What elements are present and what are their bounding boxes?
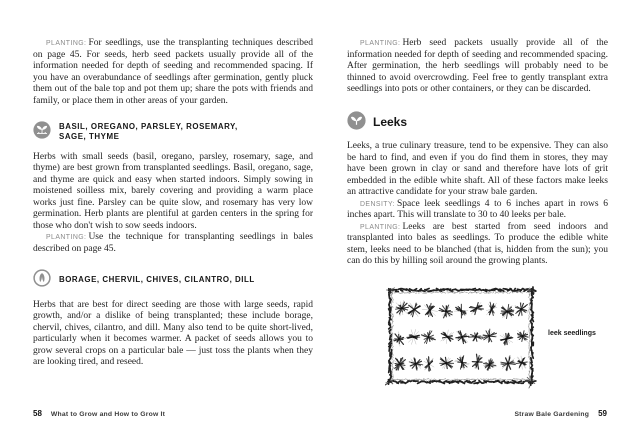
- leeks-section-heading: [347, 111, 608, 135]
- running-head: What to Grow and How to Grow It: [50, 411, 166, 418]
- footer-right: [514, 409, 607, 418]
- footer-left: [33, 409, 165, 418]
- section-small-seed-herbs-heading: [33, 121, 313, 144]
- small-seed-herbs-body: Herbs with small seeds (basil, oregano, parsley, rosemary, sage, and thyme) are best grown from transplanted seedlings. Basil, oregano, sage, and thyme are quick and easy when started indoors. Simply sowing in moistened soilless mix, barely covering and providing a warm place works just fine. Parsley can be quite slow, and rosemary has very low germination. Herb plants are plentiful at garden centers in the spring for those who don't wish to sow seeds indoors.: [33, 151, 313, 231]
- section-heading-text: [59, 122, 238, 143]
- page-left-column: [33, 38, 313, 369]
- leeks-heading-text: Leeks: [373, 114, 408, 129]
- planting-label: PLANTING:: [46, 40, 87, 47]
- heading-line-2: SAGE, THYME: [59, 132, 120, 142]
- planting-intro-paragraph: [33, 38, 313, 107]
- section-heading-text: BORAGE, CHERVIL, CHIVES, CILANTRO, DILL: [59, 275, 255, 284]
- running-head: Straw Bale Gardening: [514, 411, 590, 418]
- planting-text: Leeks are best started from seed indoors and transplanted into bales as seedlings. To produce the edible white stem, leeks need to be blanched (that is, hidden from the sun); you can do this by hilling soil around the growing plants.: [347, 221, 608, 266]
- planting-label: PLANTING:: [360, 40, 401, 47]
- leeks-density-paragraph: [347, 199, 608, 222]
- density-text: Space leek seedlings 4 to 6 inches apart in rows 6 inches apart. This will translate to 30 to 40 leeks per bale.: [347, 198, 608, 220]
- leeks-intro-paragraph: Leeks, a true culinary treasure, tend to be expensive. They can also be hard to find, and even if you do find them in stores, they may have been grown in clay or sand and therefore have lots of grit embedded in the edible white shaft. All of these factors make leeks an attractive candidate for your straw bale garden.: [347, 141, 608, 197]
- seedling-icon: [347, 111, 366, 135]
- density-label: DENSITY:: [360, 200, 395, 208]
- page-right-column: [347, 38, 608, 395]
- section-direct-seed-herbs-heading: [33, 269, 313, 292]
- planting-label: PLANTING:: [360, 223, 401, 231]
- seeds-sprout-icon: [33, 121, 51, 144]
- planting-intro-paragraph: [347, 38, 608, 96]
- page-number: 58: [33, 409, 42, 418]
- page-number: 59: [598, 409, 607, 418]
- seed-halves-icon: [33, 269, 51, 292]
- planting-intro-text: For seedlings, use the transplanting techniques described on page 45. For seeds, herb seed packets usually provide all of the information needed for depth of seeding and recommended spacing. If you have an overabundance of seedlings after germination, gently pluck them out of the bale top and pot them up; share the pots with friends and family, or place them in other areas of your garden.: [33, 38, 313, 106]
- leek-seedlings-figure: [347, 283, 608, 395]
- heading-line-1: BASIL, OREGANO, PARSLEY, ROSEMARY,: [59, 121, 238, 131]
- straw-bale-illustration: [385, 283, 537, 389]
- planting-label: PLANTING:: [46, 234, 87, 241]
- small-seed-herbs-planting-paragraph: [33, 232, 313, 255]
- leeks-planting-paragraph: [347, 222, 608, 268]
- direct-seed-herbs-body: Herbs that are best for direct seeding are those with large seeds, rapid growth, and/or a dislike of being transplanted; these include borage, chervil, chives, cilantro, and dill. Many also tend to be quite short-lived, particularly when it becomes warmer. A packet of seeds allows you to grow several crops on a particular bale — just toss the plants when they are looking tired, and reseed.: [33, 299, 313, 367]
- figure-caption: leek seedlings: [548, 329, 596, 337]
- planting-text: Use the technique for transplanting seedlings in bales described on page 45.: [33, 232, 313, 254]
- planting-intro-text: Herb seed packets usually provide all of the information needed for depth of seeding and recommended spacing. After germination, the herb seedlings will probably need to be thinned to avoid overcrowding. Feel free to gently transplant extra seedlings into pots or other containers, or they can be discarded.: [347, 38, 608, 94]
